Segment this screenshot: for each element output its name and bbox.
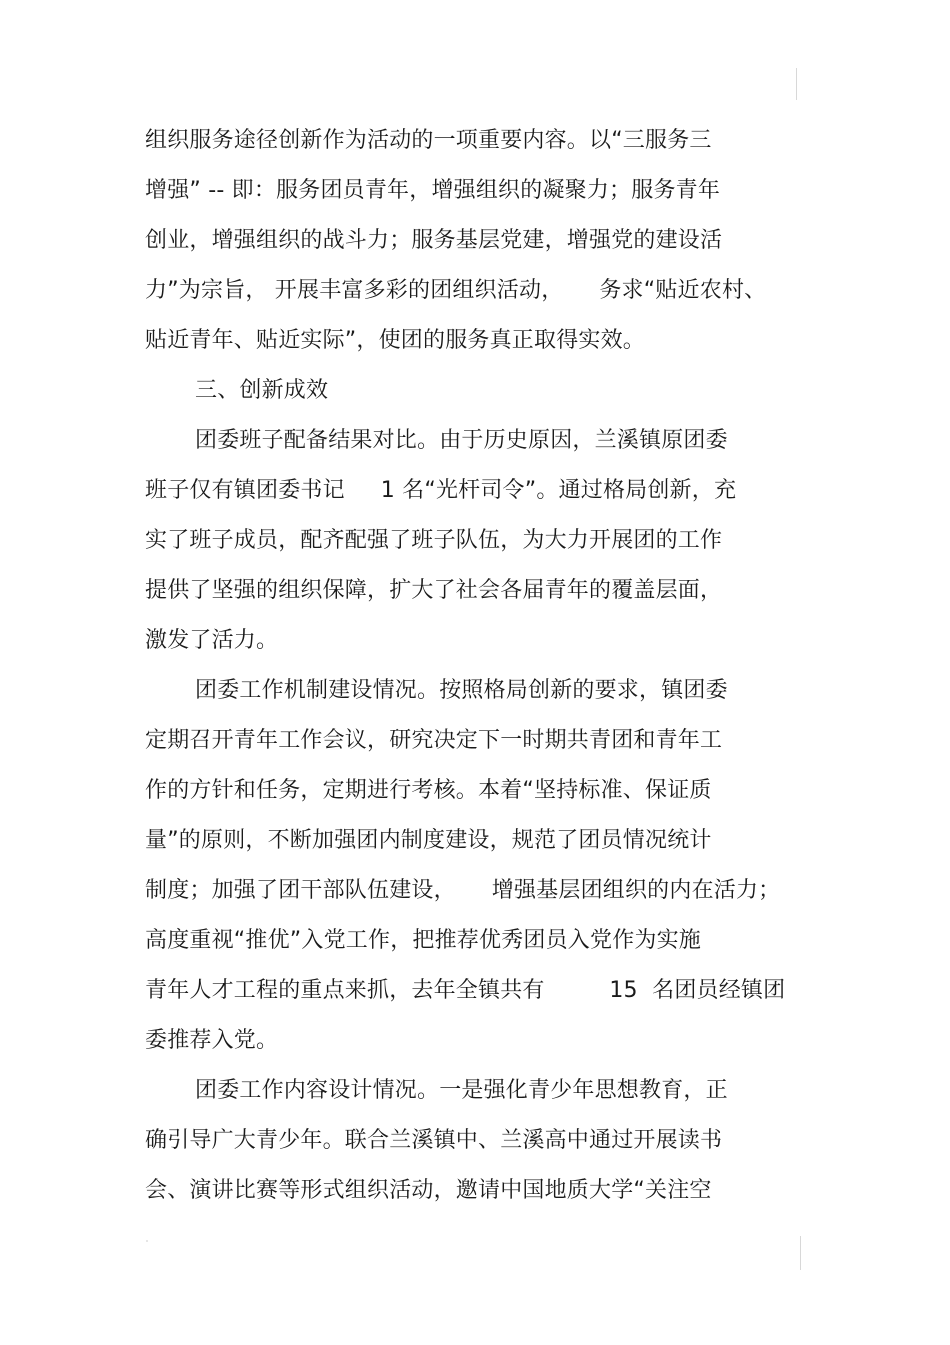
margin-mark <box>796 68 797 100</box>
text-line: 团委班子配备结果对比。由于历史原因，兰溪镇原团委 <box>195 428 728 453</box>
text-line: 实了班子成员，配齐配强了班子队伍，为大力开展团的工作 <box>145 528 723 553</box>
text-line: 班子仅有镇团委书记 1 名“光杆司令”。通过格局创新，充 <box>145 478 737 503</box>
text-line: 激发了活力。 <box>145 628 279 653</box>
text-line: 创业，增强组织的战斗力；服务基层党建，增强党的建设活 <box>145 228 723 253</box>
text-line: 作的方针和任务，定期进行考核。本着“坚持标准、保证质 <box>145 778 712 803</box>
scan-speck <box>146 1240 148 1242</box>
text-line: 贴近青年、贴近实际”，使团的服务真正取得实效。 <box>145 328 645 353</box>
text-line: 提供了坚强的组织保障，扩大了社会各届青年的覆盖层面， <box>145 578 723 603</box>
text-line: 定期召开青年工作会议，研究决定下一时期共青团和青年工 <box>145 728 723 753</box>
text-line: 增强” -- 即：服务团员青年，增强组织的凝聚力；服务青年 <box>145 178 721 203</box>
text-line: 制度；加强了团干部队伍建设， 增强基层团组织的内在活力； <box>145 878 781 903</box>
text-line: 高度重视“推优”入党工作，把推荐优秀团员入党作为实施 <box>145 928 701 953</box>
text-line: 委推荐入党。 <box>145 1028 279 1053</box>
text-line: 量”的原则，不断加强团内制度建设，规范了团员情况统计 <box>145 828 712 853</box>
text-line: 力”为宗旨， 开展丰富多彩的团组织活动， 务求“贴近农村、 <box>145 278 767 303</box>
margin-mark <box>800 1236 801 1270</box>
section-heading: 三、创新成效 <box>195 378 329 403</box>
text-line: 会、演讲比赛等形式组织活动，邀请中国地质大学“关注空 <box>145 1178 712 1203</box>
text-line: 团委工作机制建设情况。按照格局创新的要求，镇团委 <box>195 678 728 703</box>
text-line: 组织服务途径创新作为活动的一项重要内容。以“三服务三 <box>145 128 712 153</box>
text-line: 确引导广大青少年。联合兰溪镇中、兰溪高中通过开展读书 <box>145 1128 723 1153</box>
text-line: 团委工作内容设计情况。一是强化青少年思想教育，正 <box>195 1078 728 1103</box>
text-line: 青年人才工程的重点来抓，去年全镇共有 15 名团员经镇团 <box>145 978 786 1003</box>
